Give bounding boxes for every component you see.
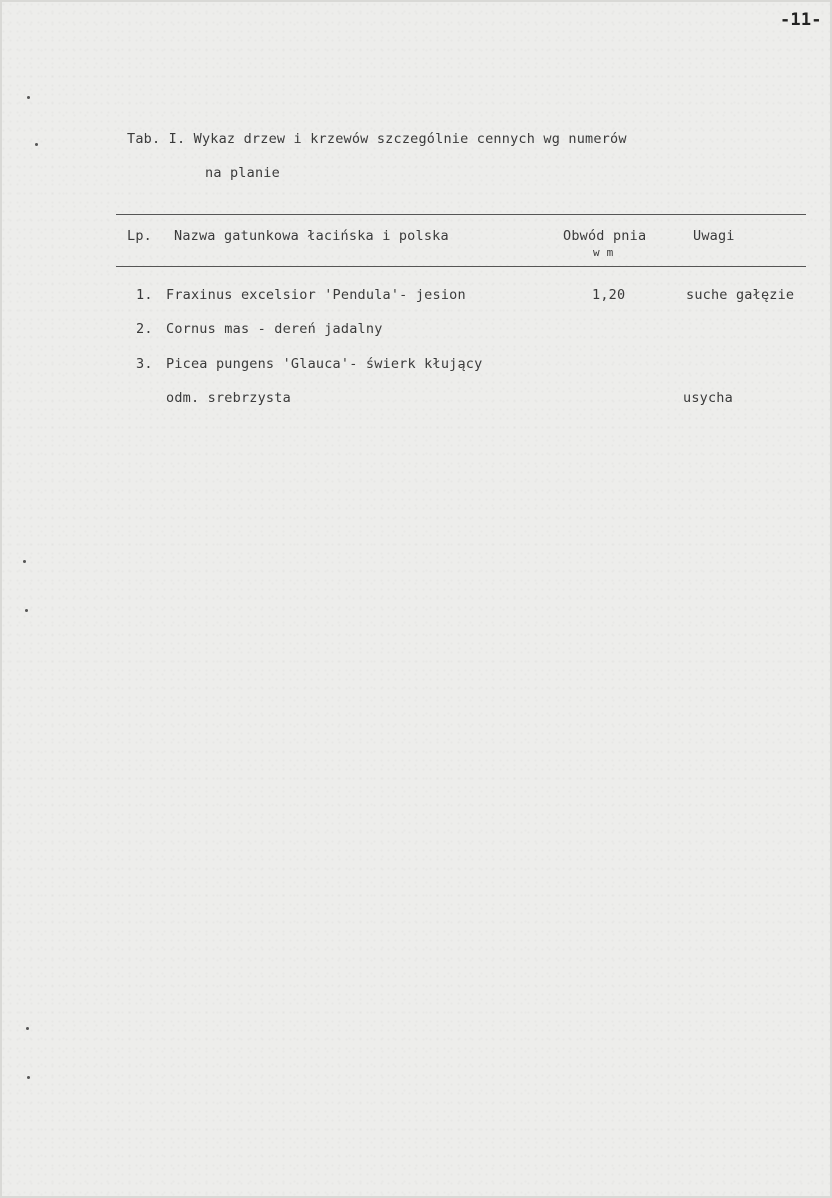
row-1-number: 1. [136, 287, 153, 303]
punch-mark [25, 609, 28, 612]
punch-mark [35, 143, 38, 146]
row-2-number: 2. [136, 321, 153, 337]
header-circumference: Obwód pnia [563, 228, 647, 244]
table-header-rule [116, 266, 806, 267]
table-caption: Tab. I. Wykaz drzew i krzewów szczególnie cennych wg numerów [127, 131, 627, 147]
row-1-remarks: suche gałęzie [686, 287, 795, 303]
header-species-name: Nazwa gatunkowa łacińska i polska [174, 228, 449, 244]
punch-mark [23, 560, 26, 563]
row-3-species: Picea pungens 'Glauca'- świerk kłujący [166, 356, 483, 372]
row-1-circumference: 1,20 [592, 287, 626, 303]
row-3-species-continuation: odm. srebrzysta [166, 390, 291, 406]
row-3-number: 3. [136, 356, 153, 372]
row-2-species: Cornus mas - dereń jadalny [166, 321, 383, 337]
header-remarks: Uwagi [693, 228, 735, 244]
punch-mark [27, 1076, 30, 1079]
row-1-species: Fraxinus excelsior 'Pendula'- jesion [166, 287, 466, 303]
header-circumference-unit: w m [593, 246, 614, 259]
table-top-rule [116, 214, 806, 215]
punch-mark [27, 96, 30, 99]
table-caption-continuation: na planie [205, 165, 280, 181]
punch-mark [26, 1027, 29, 1030]
header-lp: Lp. [127, 228, 152, 244]
page-number: -11- [780, 10, 822, 30]
row-3-remarks: usycha [683, 390, 733, 406]
